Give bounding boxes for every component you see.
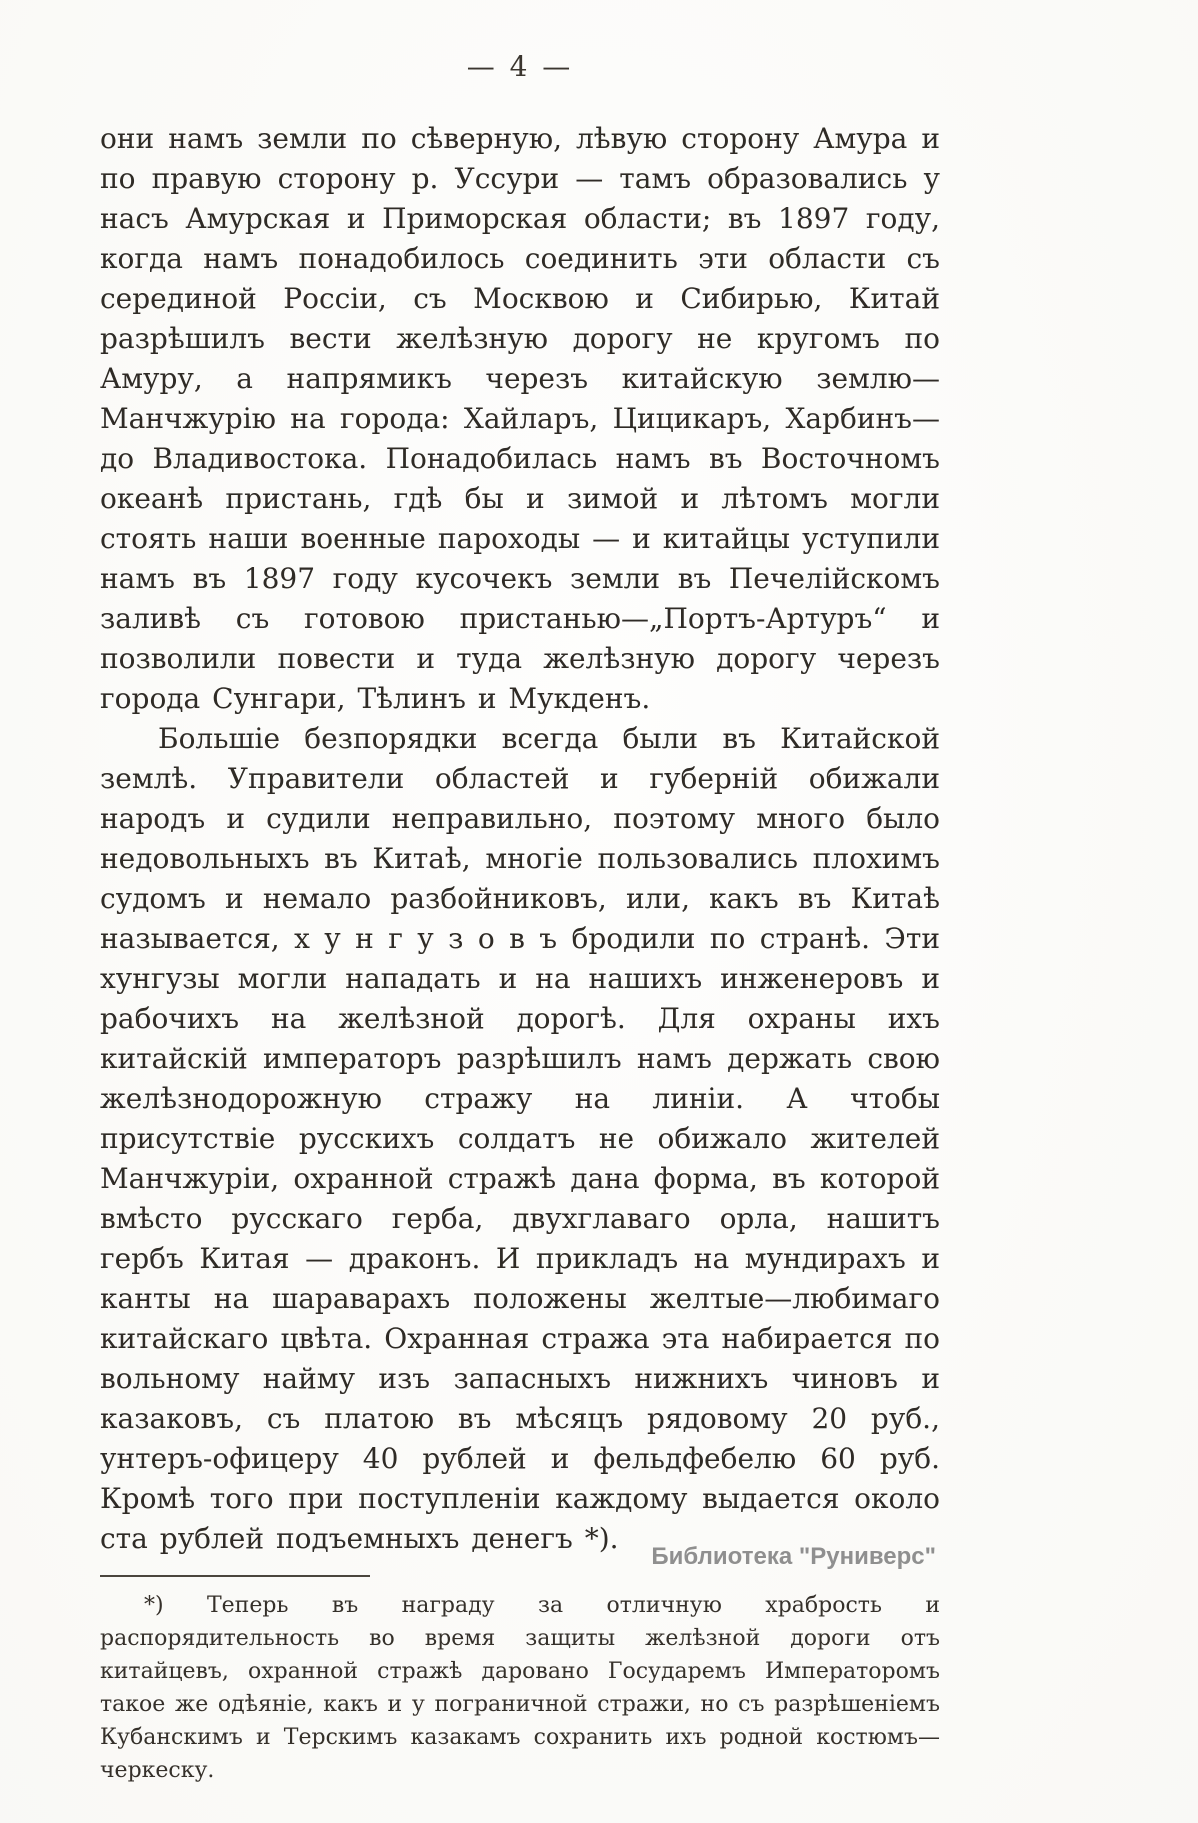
library-watermark: Библиотека "Руниверс" — [651, 1543, 936, 1570]
page-body — [100, 119, 940, 1559]
paragraph-continuation: они намъ земли по сѣверную, лѣвую сторону Амура и по правую сторону р. Уссури — тамъ образовались у насъ Амурская и Приморская области; въ 1897 году, когда намъ понадобилось соединить эти области съ серединой Россіи, съ Москвою и Сибирью, Китай разрѣшилъ вести желѣзную дорогу не кругомъ по Амуру, а напрямикъ черезъ китайскую землю—Манчжурію на города: Хайларъ, Цицикаръ, Харбинъ—до Владивостока. Понадобилась намъ въ Восточномъ океанѣ пристань, гдѣ бы и зимой и лѣтомъ могли стоять наши военные пароходы — и китайцы уступили намъ въ 1897 году кусочекъ земли въ Печелійскомъ заливѣ съ готовою пристанью—„Портъ-Артуръ“ и позволили повести и туда желѣзную дорогу черезъ города Сунгари, Тѣлинъ и Мукденъ. — [100, 122, 940, 715]
paragraph: Большіе безпорядки всегда были въ Китайской землѣ. Управители областей и губерній обижали народъ и судили неправильно, поэтому много было недовольныхъ въ Китаѣ, многіе пользовались плохимъ судомъ и немало разбойниковъ, или, какъ въ Китаѣ называется, х у н г у з о в ъ бродили по странѣ. Эти хунгузы могли нападать и на нашихъ инженеровъ и рабочихъ на желѣзной дорогѣ. Для охраны ихъ китайскій императоръ разрѣшилъ намъ держать свою желѣзнодорожную стражу на линіи. А чтобы присутствіе русскихъ солдатъ не обижало жителей Манчжуріи, охранной стражѣ дана форма, въ которой вмѣсто русскаго герба, двухглаваго орла, нашитъ гербъ Китая — драконъ. И прикладъ на мундирахъ и канты на шараварахъ положены желтые—любимаго китайскаго цвѣта. Охранная стража эта набирается по вольному найму изъ запасныхъ нижнихъ чиновъ и казаковъ, съ платою въ мѣсяцъ рядовому 20 руб., унтеръ-офицеру 40 рублей и фельдфебелю 60 руб. Кромѣ того при поступленіи каждому выдается около ста рублей подъемныхъ денегъ *). — [100, 722, 940, 1555]
page-number: — 4 — — [466, 50, 574, 83]
footnote-separator — [100, 1575, 370, 1577]
footnote-text: *) Теперь въ награду за отличную храбрость и распорядительность во время защиты желѣзной дороги отъ китайцевъ, охранной стражѣ даровано Государемъ Императоромъ такое же одѣяніе, какъ и у пограничной стражи, но съ разрѣшеніемъ Кубанскимъ и Терскимъ казакамъ сохранить ихъ родной костюмъ—черкеску. — [100, 1593, 940, 1783]
